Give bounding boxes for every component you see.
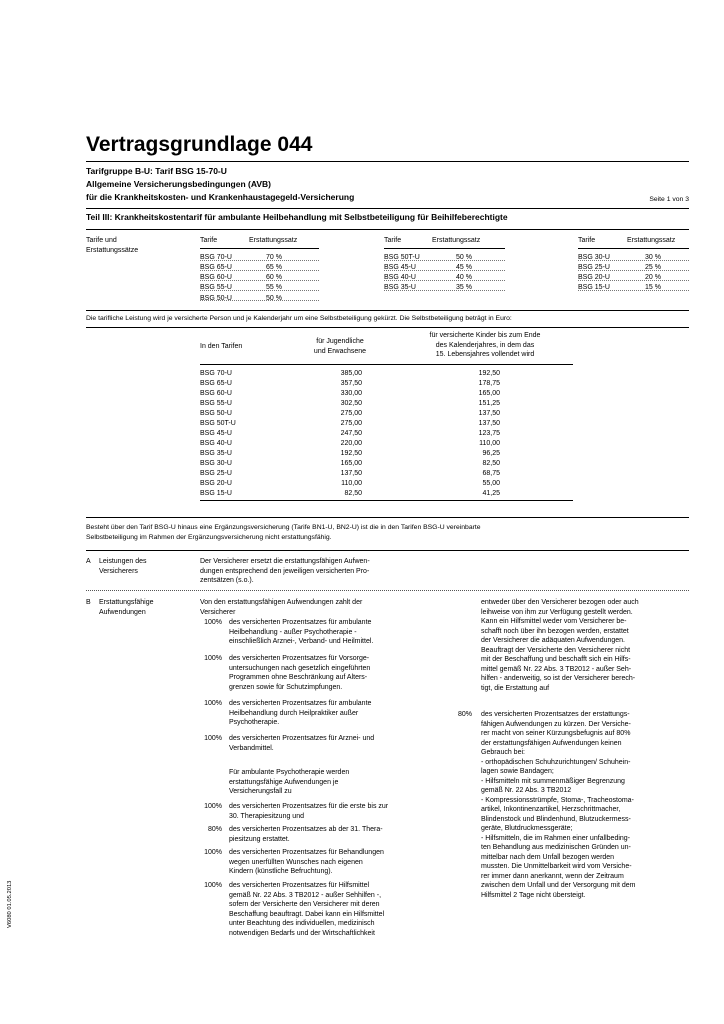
row-divider	[200, 280, 319, 281]
sb-row-tarif: BSG 35-U	[200, 450, 232, 457]
rates-col-satz-3: Erstattungssatz	[627, 237, 676, 244]
rate-tarif: BSG 40-U	[384, 274, 416, 281]
rate-tarif: BSG 65-U	[200, 264, 232, 271]
rate-tarif: BSG 70-U	[200, 254, 232, 261]
percentage-label: 100%	[204, 700, 222, 707]
note-rule	[86, 550, 689, 551]
sb-row-adult: 137,50	[340, 470, 362, 477]
sb-row-tarif: BSG 40-U	[200, 440, 232, 447]
percentage-label: 100%	[204, 803, 222, 810]
sb-row-adult: 247,50	[340, 430, 362, 437]
sb-row-adult: 165,00	[340, 460, 362, 467]
benefit-item: des versicherten Prozentsatzes für Arznei- und Verbandmittel.	[229, 735, 375, 752]
rate-tarif: BSG 55-U	[200, 284, 232, 291]
rate-satz: 60 %	[266, 274, 282, 281]
sb-header-rule	[200, 364, 573, 365]
avb-heading: Allgemeine Versicherungsbedingungen (AVB)	[86, 179, 271, 189]
rate-tarif: BSG 50-U	[200, 295, 232, 302]
row-divider	[200, 270, 319, 271]
sb-row-adult: 275,00	[340, 410, 362, 417]
sb-row-child: 192,50	[478, 370, 500, 377]
benefit-item: des versicherten Prozentsatzes für Behandlungen wegen unerfüllten Wunsches nach eigenen Kindern (künstliche Befruchtung).	[229, 849, 384, 875]
sb-row-adult: 110,00	[341, 480, 362, 487]
percentage-label: 100%	[204, 735, 222, 742]
sb-row-child: 55,00	[482, 480, 500, 487]
rates-side-label: Tarife und Erstattungssätze	[86, 237, 139, 254]
sb-row-adult: 192,50	[340, 450, 362, 457]
rate-tarif: BSG 45-U	[384, 264, 416, 271]
row-divider	[578, 260, 689, 261]
rate-satz: 35 %	[456, 284, 472, 291]
sb-row-child: 68,75	[482, 470, 500, 477]
sb-row-child: 96,25	[482, 450, 500, 457]
sb-header-adult: für Jugendliche und Erwachsene	[313, 338, 367, 355]
sb-row-adult: 357,50	[340, 380, 362, 387]
sb-row-tarif: BSG 70-U	[200, 370, 232, 377]
section-a-rule	[86, 590, 689, 591]
section-a-text: Der Versicherer ersetzt die erstattungsfähigen Aufwen- dungen entsprechend den jeweiligen versicherten Pro- zentsätzen (s.o.).	[200, 558, 370, 584]
sb-row-tarif: BSG 45-U	[200, 430, 232, 437]
sb-row-tarif: BSG 65-U	[200, 380, 232, 387]
rate-satz: 65 %	[266, 264, 282, 271]
section-a-letter: A	[86, 558, 91, 565]
rate-tarif: BSG 35-U	[384, 284, 416, 291]
sb-row-child: 41,25	[482, 490, 500, 497]
sb-row-child: 137,50	[478, 410, 500, 417]
benefit-item: des versicherten Prozentsatzes für Vorsorge- untersuchungen nach gesetzlich eingeführten Programmen ohne Beschränkung auf Alters- grenzen sowie für Schutzimpfungen.	[229, 655, 371, 691]
sb-row-adult: 275,00	[340, 420, 362, 427]
page-title: Vertragsgrundlage 044	[86, 133, 313, 156]
section-b-letter: B	[86, 599, 91, 606]
percentage-label: 100%	[204, 849, 222, 856]
sb-row-child: 123,75	[478, 430, 500, 437]
rate-satz: 40 %	[456, 274, 472, 281]
rate-satz: 25 %	[645, 264, 661, 271]
sb-row-tarif: BSG 60-U	[200, 390, 232, 397]
row-divider	[384, 270, 505, 271]
benefit-item: des versicherten Prozentsatzes für die erste bis zur 30. Therapiesitzung und	[229, 803, 389, 820]
rate-tarif: BSG 50T-U	[384, 254, 420, 261]
row-divider	[578, 270, 689, 271]
section-b-intro: Von den erstattungsfähigen Aufwendungen zahlt der Versicherer	[200, 599, 363, 616]
rates-header-rule-3	[578, 248, 689, 249]
rate-tarif: BSG 30-U	[578, 254, 610, 261]
psychotherapy-intro: Für ambulante Psychotherapie werden erstattungsfähige Aufwendungen je Versicherungsfall zu	[229, 769, 350, 795]
rates-col-tarife-2: Tarife	[384, 237, 402, 244]
sb-header-child: für versicherte Kinder bis zum Ende des Kalenderjahres, in dem das 15. Lebensjahres vollendet wird	[429, 332, 541, 358]
sb-row-tarif: BSG 15-U	[200, 490, 232, 497]
sb-row-tarif: BSG 50-U	[200, 410, 232, 417]
rate-satz: 70 %	[266, 254, 282, 261]
rates-col-tarife-1: Tarife	[200, 237, 218, 244]
percentage-label: 100%	[204, 882, 222, 889]
sb-row-tarif: BSG 50T-U	[200, 420, 236, 427]
row-divider	[578, 290, 689, 291]
rate-satz: 55 %	[266, 284, 282, 291]
sb-row-tarif: BSG 30-U	[200, 460, 232, 467]
sb-row-adult: 385,00	[340, 370, 362, 377]
row-divider	[384, 260, 505, 261]
selbstbeteiligung-intro: Die tarifliche Leistung wird je versicherte Person und je Kalenderjahr um eine Selbstbeteiligung gekürzt. Die Selbstbeteiligung beträgt in Euro:	[86, 315, 512, 322]
title-rule	[86, 161, 689, 162]
sb-header-tarif: In den Tarifen	[200, 343, 243, 350]
rate-satz: 45 %	[456, 264, 472, 271]
insurance-type-heading: für die Krankheitskosten- und Krankenhaustagegeld-Versicherung	[86, 192, 355, 202]
tarifgruppe-heading: Tarifgruppe B-U: Tarif BSG 15-70-U	[86, 166, 227, 176]
rates-col-tarife-3: Tarife	[578, 237, 596, 244]
sb-row-tarif: BSG 20-U	[200, 480, 232, 487]
rates-col-satz-1: Erstattungssatz	[249, 237, 298, 244]
percentage-label: 80%	[207, 826, 222, 833]
benefit-item: des versicherten Prozentsatzes für ambulante Heilbehandlung - außer Psychotherapie - einschließlich Arznei-, Verband- und Heilmittel.	[229, 619, 374, 645]
sb-row-adult: 330,00	[340, 390, 362, 397]
sb-row-child: 137,50	[478, 420, 500, 427]
kuerzung-text: des versicherten Prozentsatzes der erstattungs- fähigen Aufwendungen zu kürzen. Der Versiche- rer macht von seiner Kürzungsbefugnis auf 80% der erstattungsfähigen Aufwendungen keinen Gebrauch bei: - orthopädischen Schuhzurichtungen/ Schuhein- lagen sowie Bandagen; - Hilfsmitteln mit summenmäßiger Begrenzung gemäß Nr. 22 Abs. 3 TB2012 - Kompressionsstrümpfe, Stoma-, Tracheostoma- artikel, Inkontinenzartikel, Herzschrittmacher, Blindenstock und Blindenhund, Blutzuckermess- geräte, Blutdruckmessgeräte; - Hilfsmitteln, die im Rahmen einer unfallbeding- ten Behandlung aus medizinischen Gründen un- mittelbar nach dem Unfall bezogen werden mussten. Die Unmittelbarkeit wird vom Versiche- rer immer dann anerkannt, wenn der Zeitraum zwischen dem Unfall und der Versorgung mit dem Hilfsmittel 2 Tage nicht übersteigt.	[481, 711, 636, 899]
rates-header-rule-2	[384, 248, 505, 249]
percentage-label: 100%	[204, 619, 222, 626]
sb-row-adult: 82,50	[344, 490, 362, 497]
benefit-item: des versicherten Prozentsatzes für Hilfsmittel gemäß Nr. 22 Abs. 3 TB2012 - außer Sehhilfen -, sofern der Versicherte den Versicherer mit deren Beschaffung beauftragt. Dabei kann ein Hilfsmittel unter Beachtung des individuellen, medizinisch notwendigen Bedarfs und der Wirtschaftlichkeit	[229, 882, 385, 937]
rate-satz: 50 %	[266, 295, 282, 302]
sb-row-child: 178,75	[478, 380, 500, 387]
sb-row-child: 151,25	[478, 400, 500, 407]
sb-row-child: 82,50	[482, 460, 500, 467]
section-rule	[86, 229, 689, 230]
hilfsmittel-text: entweder über den Versicherer bezogen oder auch leihweise von ihm zur Verfügung gestellt werden. Kann ein Hilfsmittel weder vom Versicherer be- schafft noch über ihn bezogen werden, erstattet der Versicherer die adäquaten Aufwendungen. Beauftragt der Versicherte den Versicherer nicht mit der Beschaffung und beschafft sich ein Hilfs- mittel gemäß Nr. 22 Abs. 3 TB2012 - außer Seh- hilfen - anderweitig, so ist der Versicherer berech- tigt, die Erstattung auf	[481, 599, 639, 692]
row-divider	[578, 280, 689, 281]
rates-col-satz-2: Erstattungssatz	[432, 237, 481, 244]
rate-tarif: BSG 20-U	[578, 274, 610, 281]
rates-bottom-rule	[86, 310, 689, 311]
ergaenzung-note: Besteht über den Tarif BSG-U hinaus eine Ergänzungsversicherung (Tarife BN1-U, BN2-U) ist die in den Tarifen BSG-U vereinbarte Selbstbeteiligung im Rahmen der Ergänzungsversicherung nicht erstattungsfähig.	[86, 524, 481, 541]
sb-row-tarif: BSG 25-U	[200, 470, 232, 477]
rate-satz: 30 %	[645, 254, 661, 261]
section-a-label: Leistungen des Versicherers	[99, 558, 147, 575]
row-divider	[200, 290, 319, 291]
row-divider	[200, 300, 319, 301]
sb-section-rule	[86, 517, 689, 518]
page-number: Seite 1 von 3	[649, 196, 689, 203]
percentage-label: 80%	[457, 711, 472, 718]
sb-row-adult: 302,50	[340, 400, 362, 407]
rate-tarif: BSG 60-U	[200, 274, 232, 281]
row-divider	[200, 260, 319, 261]
rate-satz: 15 %	[645, 284, 661, 291]
section-title: Teil III: Krankheitskostentarif für ambulante Heilbehandlung mit Selbstbeteiligung für Beihilfeberechtigte	[86, 212, 508, 222]
row-divider	[384, 280, 505, 281]
sb-row-child: 110,00	[479, 440, 500, 447]
rate-tarif: BSG 15-U	[578, 284, 610, 291]
sb-row-child: 165,00	[478, 390, 500, 397]
sb-intro-rule	[86, 327, 689, 328]
rate-satz: 50 %	[456, 254, 472, 261]
rate-tarif: BSG 25-U	[578, 264, 610, 271]
header-rule	[86, 208, 689, 209]
rate-satz: 20 %	[645, 274, 661, 281]
rates-header-rule-1	[200, 248, 319, 249]
benefit-item: des versicherten Prozentsatzes für ambulante Heilbehandlung durch Heilpraktiker außer Psychotherapie.	[229, 700, 372, 726]
document-code: V6080 01.05.2013	[7, 880, 13, 928]
sb-bottom-rule	[200, 500, 573, 501]
percentage-label: 100%	[204, 655, 222, 662]
sb-row-adult: 220,00	[340, 440, 362, 447]
row-divider	[384, 290, 505, 291]
section-b-label: Erstattungsfähige Aufwendungen	[99, 599, 154, 616]
sb-row-tarif: BSG 55-U	[200, 400, 232, 407]
benefit-item: des versicherten Prozentsatzes ab der 31. Thera- piesitzung erstattet.	[229, 826, 383, 843]
